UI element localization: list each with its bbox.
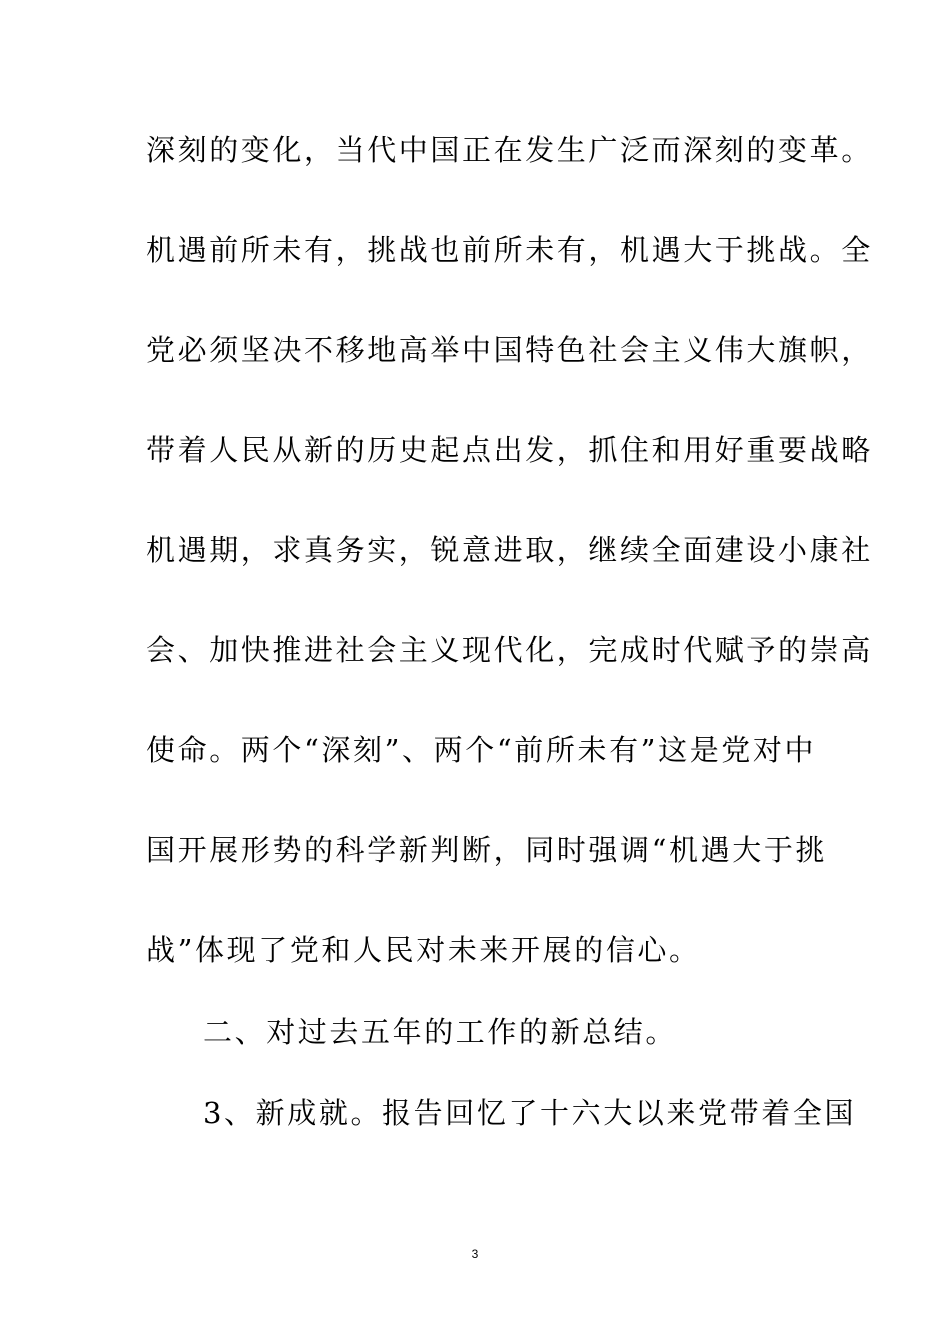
- paragraph-line-2: 机遇前所未有，挑战也前所未有，机遇大于挑战。全: [146, 233, 873, 267]
- paragraph-line-8: 国开展形势的科学新判断，同时强调“机遇大于挑: [146, 833, 828, 867]
- paragraph-line-9: 战”体现了党和人民对未来开展的信心。: [146, 933, 701, 967]
- paragraph-line-6: 会、加快推进社会主义现代化，完成时代赋予的崇高: [146, 633, 873, 667]
- paragraph-line-11: 3、新成就。报告回忆了十六大以来党带着全国: [203, 1096, 857, 1130]
- page-number: 3: [471, 1247, 479, 1261]
- paragraph-line-7: 使命。两个“深刻”、两个“前所未有”这是党对中: [146, 733, 817, 767]
- paragraph-line-3: 党必须坚决不移地高举中国特色社会主义伟大旗帜，: [146, 333, 873, 367]
- section-heading: 二、对过去五年的工作的新总结。: [203, 1015, 678, 1049]
- paragraph-line-4: 带着人民从新的历史起点出发，抓住和用好重要战略: [146, 433, 873, 467]
- paragraph-line-5: 机遇期，求真务实，锐意进取，继续全面建设小康社: [146, 533, 873, 567]
- paragraph-line-1: 深刻的变化，当代中国正在发生广泛而深刻的变革。: [146, 133, 873, 167]
